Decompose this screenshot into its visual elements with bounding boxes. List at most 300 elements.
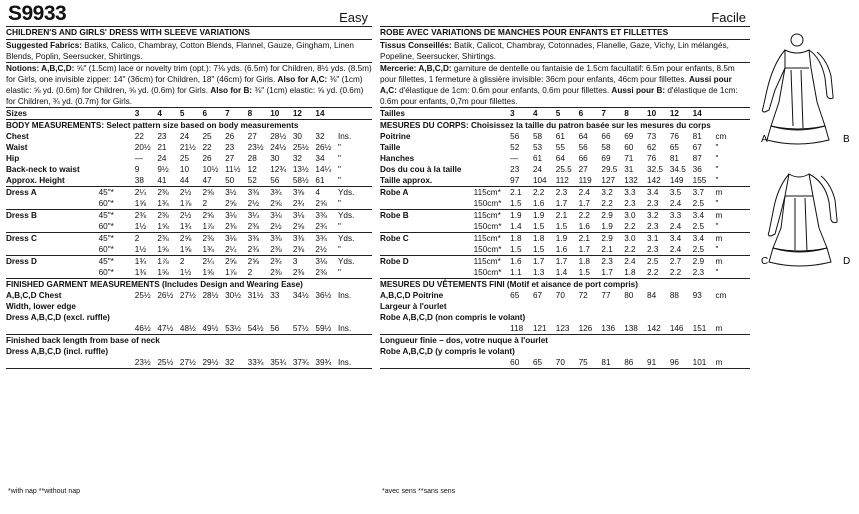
dress-row [6,233,372,245]
table-cell: 1.6 [556,244,579,256]
table-cell: 1.7 [579,244,602,256]
table-cell [380,244,474,256]
table-cell: 2.4 [670,198,693,210]
table-cell: 66 [578,154,588,163]
table-cell: 2.9 [601,234,613,243]
body-row-label: Hanches [380,154,415,163]
table-cell: 87 [692,154,702,163]
body-row-label: Back-neck to waist [6,165,80,174]
dress-incl-ruffle-text: Robe A,B,C,D (y compris le volant) [380,347,515,356]
table-cell [99,323,135,335]
table-cell: 12¾ [270,165,287,174]
dress-label: Robe B [380,211,409,220]
table-cell: 2⅝ [202,211,214,220]
table-cell [474,131,511,142]
pattern-code: S9933 [8,2,67,25]
table-cell: 60 [624,143,634,152]
dress-excl-ruffle-text: Robe A,B,C,D (non compris le volant) [380,313,526,322]
table-cell: 3¾ [270,188,282,197]
unit-cell: m [715,211,723,220]
table-cell: 88 [669,291,679,300]
fabric-width: 150cm* [474,198,511,210]
body-row-label: Waist [6,143,28,152]
table-cell: 3.4 [692,234,705,243]
table-cell: 4 [315,188,320,197]
table-cell: 61 [555,132,565,141]
table-cell: 2.2 [647,267,670,279]
fabric-width: 45"* [98,188,114,197]
table-cell: 25½ [157,357,180,369]
table-cell: 3⅛ [292,211,305,220]
dress-label: Dress C [6,234,37,243]
table-cell: 77 [601,291,611,300]
unit-cell: " [715,154,719,163]
body-row [6,131,372,142]
body-row-label: Poitrine [380,132,411,141]
table-cell: 33¾ [248,357,271,369]
table-cell: 1.5 [556,221,579,233]
notions-label: Mercerie: A,B,C,D: [380,64,452,73]
table-cell: 2.4 [670,244,693,256]
body-row [380,142,750,153]
table-cell: 1.4 [510,221,533,233]
table-cell [99,108,135,120]
dress-row [380,244,750,256]
table-cell: 56 [270,175,293,187]
table-cell: 2½ [179,188,192,197]
unit-cell: " [338,198,372,210]
table-cell: 76 [669,132,679,141]
unit-cell: m [715,357,750,369]
table-cell: 3⅛ [225,234,237,243]
table-cell: 1⅞ [180,198,203,210]
size-cell: 8 [248,108,271,120]
fabric-width: 115cm* [473,257,501,266]
table-cell: 35¾ [270,357,293,369]
unit-cell: " [715,175,750,187]
unit-cell: Ins. [337,132,352,141]
table-cell [6,357,99,369]
unit-cell: " [715,244,750,256]
table-cell: 55 [555,143,565,152]
body-measurements-title [380,120,750,132]
table-cell [474,142,511,153]
dress-incl-ruffle [380,346,750,357]
table-cell: 9½ [157,165,169,174]
body-measurements-title-text: BODY MEASUREMENTS: Select pattern size based on body measurements [6,121,299,130]
table-cell [380,221,474,233]
body-measurements-title-text: MESURES DU CORPS: Choisissez la taille du patron basée sur les mesures du corps [380,121,711,130]
body-row-label: Hip [6,154,20,163]
size-cell: 7 [601,108,624,120]
table-cell: 34 [315,154,325,163]
table-cell: 52 [510,143,520,152]
table-cell: 2¾ [315,221,338,233]
table-cell: 59½ [315,323,338,335]
table-cell: 21½ [179,143,196,152]
table-cell: 97 [510,175,533,187]
table-cell: 28 [247,154,257,163]
table-cell: 76 [647,154,657,163]
table-cell: 1½ [180,267,203,279]
table-cell: 31 [624,165,634,174]
unit-cell: " [338,221,372,233]
body-row [380,175,750,187]
table-cell: 29½ [203,357,226,369]
table-cell: 2.3 [647,198,670,210]
table-cell: 11½ [225,165,241,174]
table-cell: 2.2 [578,211,590,220]
table-cell: 3.3 [624,188,636,197]
table-cell: 2 [248,267,271,279]
table-cell: 2½ [179,211,192,220]
fabric-width: 150cm* [474,244,511,256]
back-length [6,335,372,347]
dress-excl-ruffle-text: Dress A,B,C,D (excl. ruffle) [6,313,110,322]
table-cell: 146 [670,323,693,335]
table-cell: 1.7 [601,267,624,279]
fabric-width: 60"* [99,198,135,210]
table-cell: 2⅝ [225,198,248,210]
table-cell: 2.3 [624,198,647,210]
table-cell: 1.8 [510,234,522,243]
notions-block [6,63,372,108]
sizes-row [380,108,750,120]
table-cell: 2⅜ [202,234,214,243]
dress-row [380,233,750,245]
table-cell: 121 [533,323,556,335]
fabric-width: 60"* [99,221,135,233]
body-row [6,175,372,187]
unit-cell: Yds. [337,257,355,266]
table-cell: 3⅜ [292,234,305,243]
table-cell: 3⅝ [292,188,305,197]
table-cell: 61 [532,154,543,163]
body-row [380,131,750,142]
dress-row [380,267,750,279]
table-cell: 2⅜ [157,188,169,197]
fabric-width: 115cm* [473,188,501,197]
table-cell: 47½ [157,323,180,335]
table-cell: 37¾ [293,357,316,369]
table-cell: 2⅜ [270,244,293,256]
table-cell: 41 [157,175,180,187]
table-cell: 2⅝ [247,257,260,266]
table-cell: 3.4 [647,188,659,197]
table-cell [474,153,511,164]
table-cell [474,108,511,120]
unit-cell: " [715,267,750,279]
table-cell: 93 [692,291,702,300]
table-cell: 1.6 [579,221,602,233]
table-cell: 75 [579,357,602,369]
table-cell: 155 [693,175,716,187]
table-cell: 25 [202,132,212,141]
finished-chest-row [380,290,750,301]
table-cell: 12 [247,165,257,174]
table-cell: 50 [225,175,248,187]
table-cell: 2.2 [532,188,545,197]
fabric-width: 60"* [99,267,135,279]
table-cell: 39¾ [315,357,338,369]
table-cell: 31½ [247,291,264,300]
table-cell: 1.6 [533,198,556,210]
table-cell: 2.1 [510,188,522,197]
unit-cell: " [338,244,372,256]
table-cell: 2⅜ [225,221,248,233]
table-cell: — [510,154,519,163]
table-cell: 3¾ [315,234,327,243]
table-cell [99,131,135,142]
table-cell: 60 [510,357,533,369]
table-cell: 2⅝ [270,198,293,210]
table-cell: 132 [624,175,647,187]
dress-ab-icon [755,30,859,180]
width-lower-edge-text: Largeur à l'ourlet [380,302,447,311]
dress-incl-ruffle [6,346,372,357]
table-cell [99,164,135,175]
table-cell: 3½ [225,188,237,197]
table-cell: 69 [624,132,634,141]
table-cell: — [134,154,143,163]
table-cell: 1.5 [533,221,556,233]
size-cell: 10 [270,108,293,120]
size-cell: 14 [693,108,716,120]
footnote: *with nap **without nap [8,488,80,495]
table-cell: 1.7 [579,198,602,210]
finished-title-text: FINISHED GARMENT MEASUREMENTS (Includes Design and Wearing Ease) [6,280,303,289]
table-cell: 32 [315,132,325,141]
table-cell: 80 [624,291,634,300]
table-cell: 118 [510,323,533,335]
table-cell: 2 [134,234,140,243]
table-cell: 20½ [134,143,151,152]
fabrics-label: Suggested Fabrics: [6,41,82,50]
dress-row [380,221,750,233]
table-cell: 25½ [292,143,309,152]
table-cell: 1.5 [510,198,533,210]
table-cell: 2.3 [647,221,670,233]
table-cell: 151 [693,323,716,335]
unit-cell: " [715,221,750,233]
unit-cell: cm [715,291,727,300]
fabrics-block [380,40,750,63]
fabric-width: 115cm* [473,234,501,243]
table-cell: 142 [647,175,670,187]
body-row-label: Chest [6,132,29,141]
dress-row [380,198,750,210]
measurement-table [380,108,750,369]
dress-label: Dress D [6,257,37,266]
table-cell: 2¾ [270,257,282,266]
table-cell: 65 [510,291,520,300]
table-cell: 65 [533,357,556,369]
table-cell: 36 [692,165,702,174]
table-cell: 3.0 [624,211,636,220]
table-cell [6,267,99,279]
table-cell: 3⅜ [270,234,282,243]
dress-excl-ruffle [380,312,750,323]
table-cell [338,108,372,120]
table-cell: 56 [578,143,588,152]
fabric-width: 60"* [99,244,135,256]
table-cell: 1.9 [532,211,545,220]
table-cell: 34½ [292,291,309,300]
table-cell [6,323,99,335]
table-cell: 3.2 [647,211,659,220]
difficulty-level: Easy [339,10,368,25]
table-cell: 2½ [315,244,338,256]
table-cell: 52 [248,175,271,187]
finished-title [6,279,372,291]
dress-incl-ruffle-text: Dress A,B,C,D (incl. ruffle) [6,347,109,356]
table-cell: 104 [533,175,556,187]
table-cell: 86 [624,357,647,369]
table-cell [99,153,135,164]
table-cell [99,175,135,187]
table-cell: 81 [669,154,679,163]
size-cell: 3 [510,108,533,120]
table-cell: 22 [202,143,212,152]
table-cell: 57½ [293,323,316,335]
footnote: *avec sens **sans sens [382,488,456,495]
back-length-text: Finished back length from base of neck [6,336,160,345]
table-cell: 2⅜ [270,267,293,279]
table-cell: 2.4 [624,257,636,266]
table-cell: 22 [134,132,144,141]
illustrations [755,0,859,514]
dress-row [380,256,750,268]
table-cell: 67 [532,291,543,300]
table-cell: 24 [532,165,543,174]
table-cell [715,108,750,120]
notions-also-b: Aussi pour B: [611,86,666,95]
table-cell: 2⅝ [179,234,192,243]
table-cell: 1.7 [556,198,579,210]
unit-cell: cm [715,132,727,141]
table-cell [6,244,99,256]
table-cell: 58 [532,132,543,141]
table-cell [380,267,474,279]
garment-title: ROBE AVEC VARIATIONS DE MANCHES POUR ENFANTS ET FILLETTES [380,27,750,40]
table-cell [99,290,135,301]
table-cell: 23½ [247,143,264,152]
finished-chest-row [6,290,372,301]
table-cell: 1⅞ [225,267,248,279]
table-cell: 2.3 [647,244,670,256]
table-cell [6,221,99,233]
dress-label: Robe A [380,188,409,197]
table-cell: 48½ [180,323,203,335]
table-cell: 1.3 [533,267,556,279]
size-cell: 14 [315,108,338,120]
table-cell: 2⅜ [293,244,316,256]
table-cell: 1⅝ [157,267,180,279]
table-cell: 1.9 [510,211,522,220]
table-cell: 1.1 [510,267,533,279]
table-cell: 1.8 [624,267,647,279]
dress-row [6,187,372,199]
table-cell: 101 [693,357,716,369]
size-cell: 4 [533,108,556,120]
table-cell: 23 [510,165,520,174]
size-cell: 6 [203,108,226,120]
table-cell: 1.5 [579,267,602,279]
table-cell: 23½ [135,357,158,369]
table-cell: 3⅛ [225,211,237,220]
table-cell: 72 [578,291,588,300]
fabric-width: 150cm* [474,221,511,233]
size-cell: 7 [225,108,248,120]
table-cell: 2.2 [624,221,647,233]
english-header [6,0,372,27]
table-cell: 149 [670,175,693,187]
fabrics-text: Batiks, Calico, Chambray, Cotton Blends, Flannel, Gauze, Gingham, Linen Blends, Poplin, Seersucker, Shirtings. [6,41,354,61]
table-cell: 2¼ [202,257,214,266]
table-cell: 2 [179,257,185,266]
dress-row [6,244,372,256]
notions-text-ac: d'élastique de 1cm: 0.6m pour enfants, 0.6m pour fillettes. [399,86,610,95]
table-cell: 30 [270,154,280,163]
table-cell: 61 [315,175,338,187]
unit-cell: m [715,323,750,335]
table-cell: 84 [647,291,657,300]
sizes-label: Sizes [6,108,99,120]
table-cell: 3⅛ [315,257,327,266]
notions-text: garniture de dentelle ou fantaisie de 1.5cm facultatif: 6.5m pour enfants, 8.5m pour fillettes, 1 fermeture à glissière invisible: 36cm pour enfants, 46cm pour fillettes. [380,64,735,84]
fabric-width: 45"* [98,211,114,220]
unit-cell: " [715,198,750,210]
garment-title: CHILDREN'S AND GIRLS' DRESS WITH SLEEVE VARIATIONS [6,27,372,40]
measurement-table [6,108,372,369]
table-cell: 1.9 [555,234,568,243]
french-header [380,0,750,27]
table-cell: 2¾ [293,198,316,210]
table-cell: 3⅜ [247,188,260,197]
size-cell: 6 [579,108,602,120]
table-cell: 1.8 [578,257,590,266]
incl-ruffle-row [380,357,750,369]
dress-label: Robe C [380,234,409,243]
table-cell: 26 [202,154,212,163]
notions-text-ac: ⅜" (1cm) elastic: ⅝ yd. (0.6m) for Children, ⅝ yd. (0.6m) for Girls. [6,75,363,95]
unit-cell: " [337,165,341,174]
table-cell: 2.7 [669,257,682,266]
table-cell: 1⅝ [157,221,180,233]
body-row [6,164,372,175]
table-cell: 2.5 [693,244,716,256]
table-cell: 1¾ [180,221,203,233]
table-cell: 1½ [135,244,158,256]
body-row [6,142,372,153]
size-cell: 8 [624,108,647,120]
table-cell: 25 [179,154,190,163]
sizes-row [6,108,372,120]
size-cell: 12 [670,108,693,120]
table-cell: 2.3 [601,257,613,266]
table-cell: 25.5 [555,165,572,174]
finished-chest-label: A,B,C,D Chest [6,291,62,300]
body-row-label: Taille [380,143,401,152]
table-cell: 2.1 [578,234,590,243]
table-cell: 73 [647,132,657,141]
table-cell: 27 [247,132,257,141]
back-length-text: Longueur finie – dos, votre nuque à l'ourlet [380,336,548,345]
sizes-label: Tailles [380,108,474,120]
table-cell: 36½ [315,291,332,300]
finished-chest-label: A,B,C,D Poitrine [380,291,444,300]
table-cell: 136 [601,323,624,335]
